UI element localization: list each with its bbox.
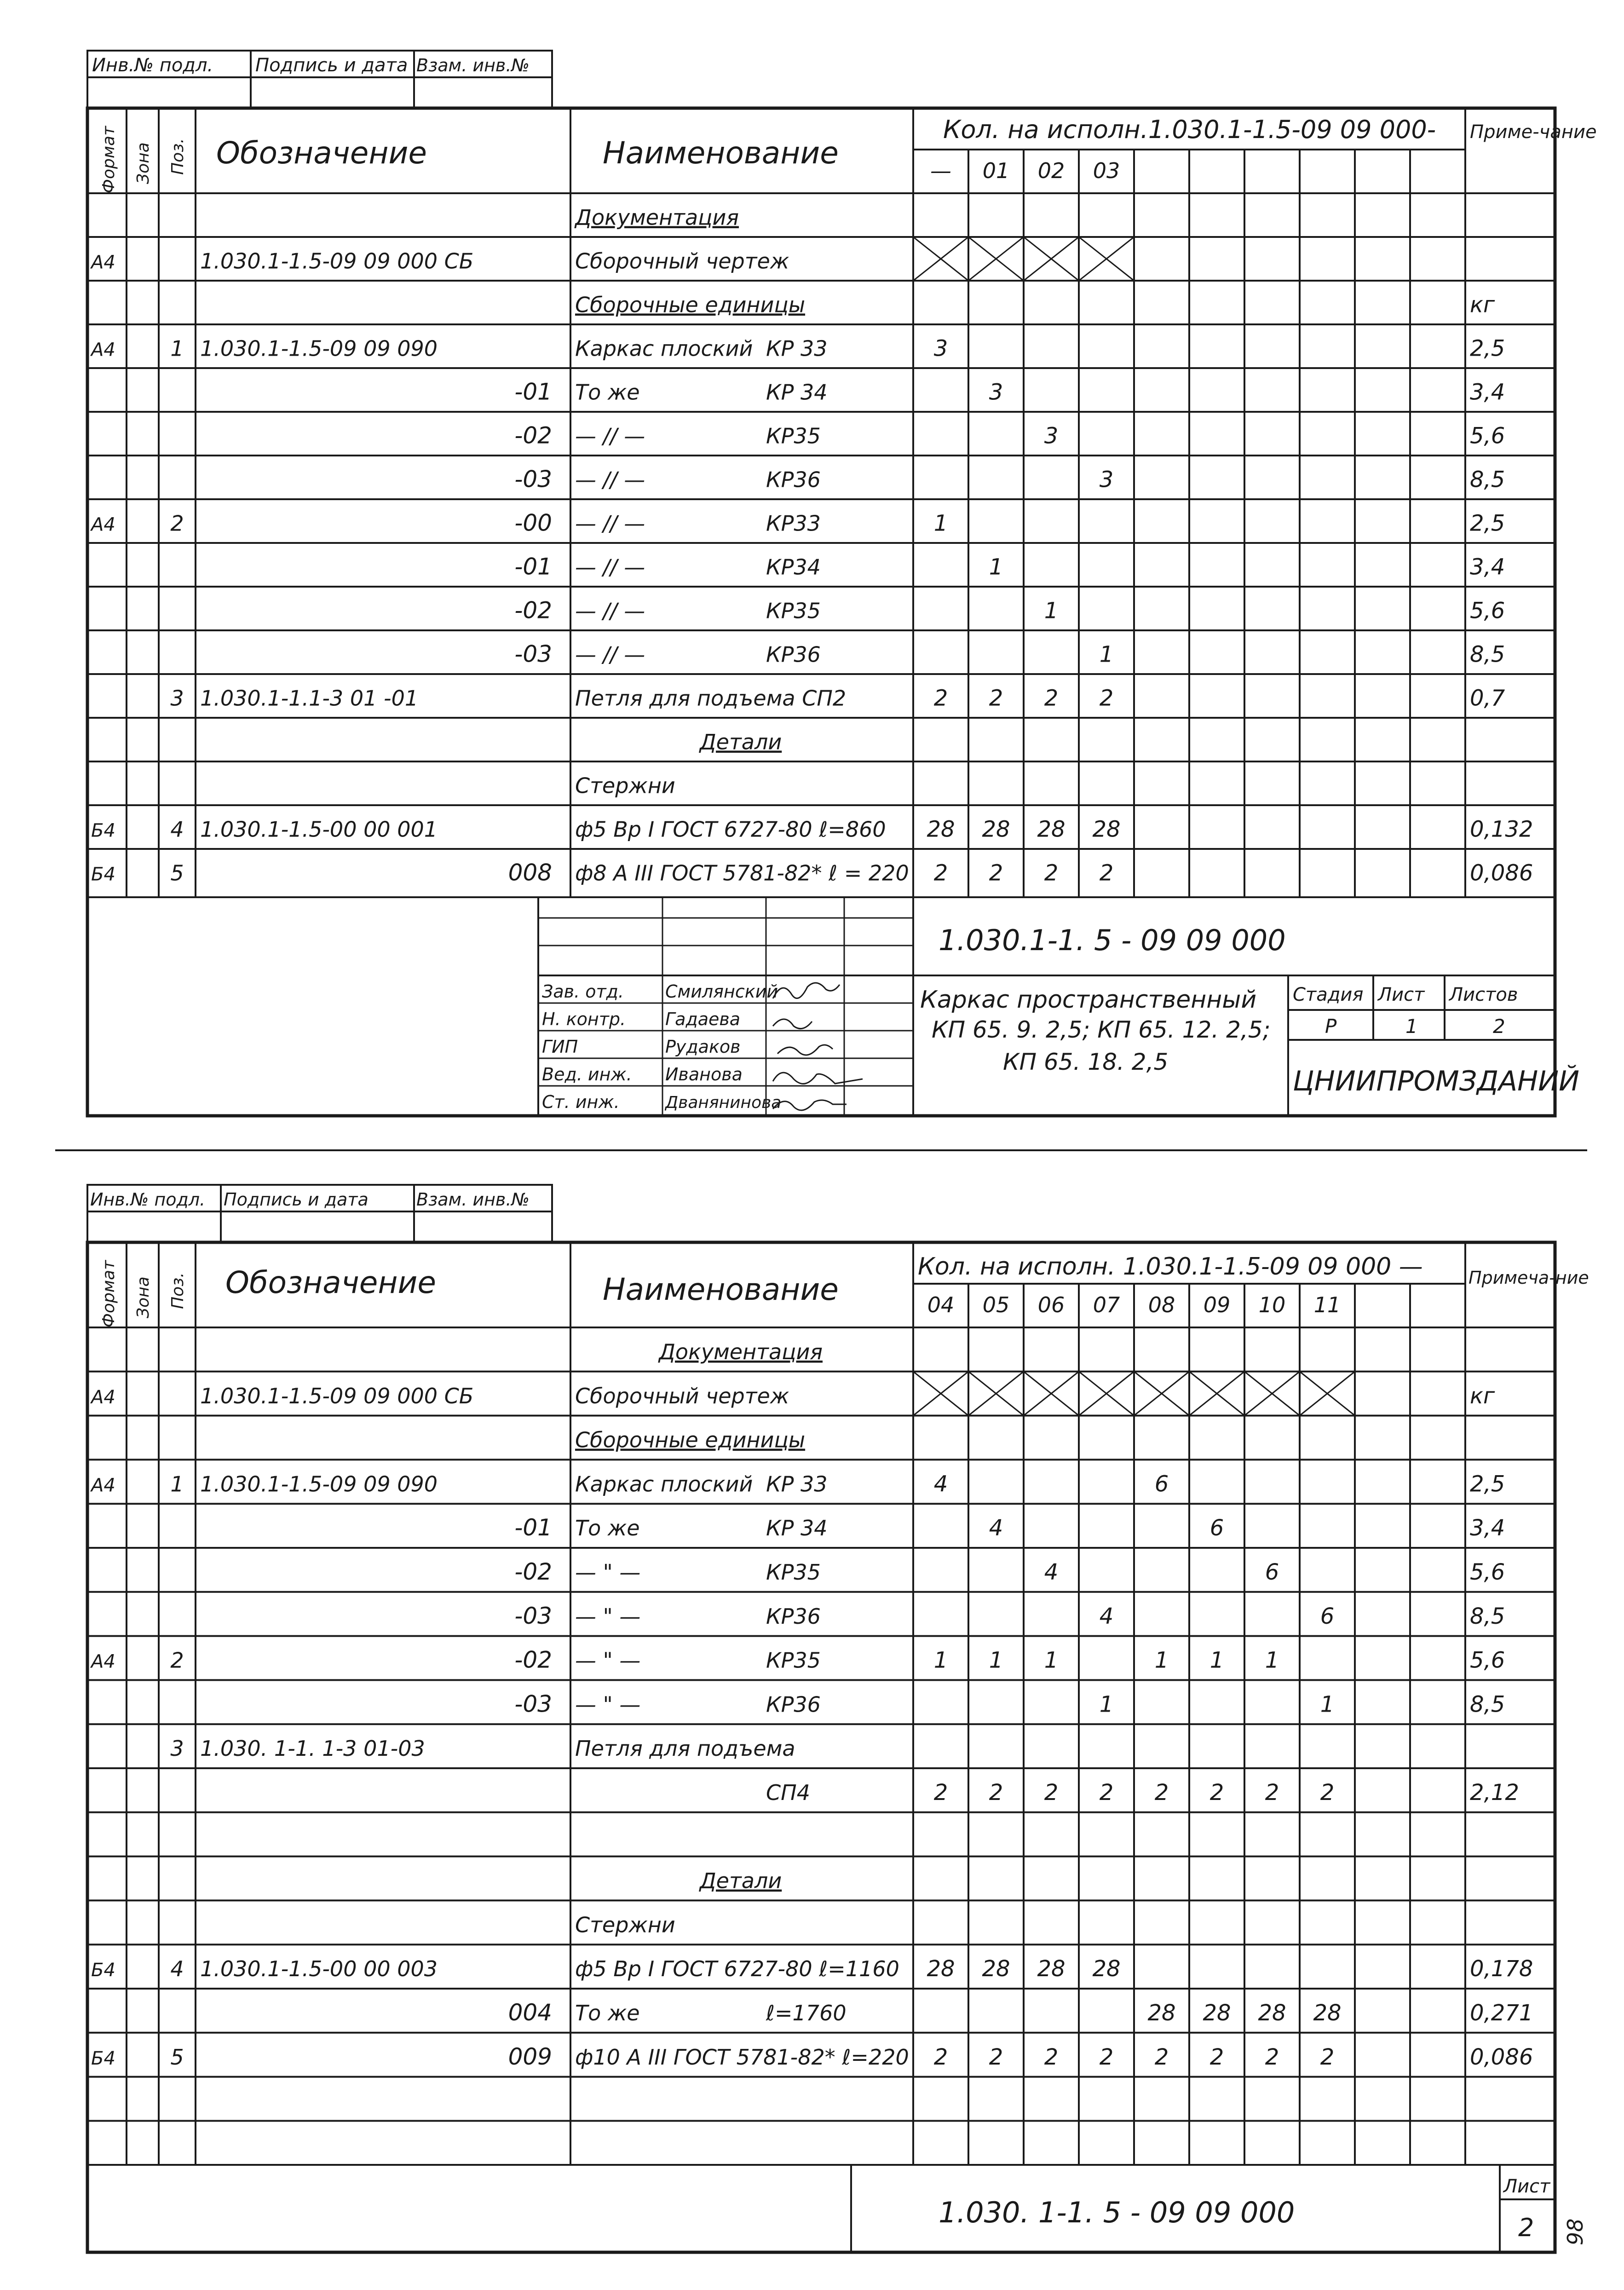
header-pos: Поз. — [168, 138, 187, 175]
cell-format: А4 — [91, 339, 115, 361]
qty-cell-1: 2 — [989, 860, 1003, 886]
not-applicable-cross — [968, 237, 1024, 281]
header-name: Наименование — [603, 135, 839, 171]
qty-cell-3: 28 — [1092, 1956, 1121, 1982]
name-3: Рудаков — [665, 1037, 741, 1057]
cell-designation: -01 — [514, 1514, 552, 1541]
cell-name: Петля для подъема СП2 — [575, 686, 847, 711]
cell-designation: 004 — [508, 1999, 552, 2026]
qty-cell-0: 2 — [933, 685, 948, 711]
cell-position: 3 — [170, 1736, 184, 1761]
cell-designation: -03 — [514, 466, 552, 493]
table-row — [87, 1372, 1555, 1416]
cell-name: ф5 Вр I ГОСТ 6727-80 ℓ=1160 — [575, 1956, 899, 1982]
cell-designation: -03 — [514, 1690, 552, 1718]
cell-name: То же — [575, 380, 640, 405]
not-applicable-cross — [1300, 1372, 1355, 1416]
cell-designation: -01 — [514, 378, 552, 405]
cell-designation: 1.030.1-1.5-09 09 000 СБ — [200, 1383, 474, 1408]
cell-mark: КР35 — [766, 423, 821, 449]
sheet1-title-block — [538, 897, 1579, 1116]
qty-cell-3: 4 — [1099, 1603, 1114, 1629]
qty-cell-3: 1 — [1099, 1691, 1114, 1718]
table-row — [87, 2033, 1555, 2070]
not-applicable-cross — [968, 1372, 1024, 1416]
not-applicable-cross — [1024, 237, 1079, 281]
cell-designation: 1.030. 1-1. 1-3 01-03 — [200, 1736, 425, 1761]
header-qty-title: Кол. на исполн.1.030.1-1.5-09 09 000- — [943, 115, 1436, 144]
table-row — [574, 205, 739, 230]
qty-cell-1: 28 — [982, 816, 1010, 842]
stamp2-inv-label: Инв.№ подл. — [90, 1189, 206, 1210]
cell-position: 4 — [170, 817, 184, 842]
top-stamp-2 — [87, 1185, 552, 1242]
table-row — [87, 1416, 1555, 1453]
table-row — [87, 456, 1555, 492]
qty-cell-3: 1 — [1099, 641, 1114, 668]
qty-col-2: 02 — [1037, 158, 1065, 183]
cell-mark: КР33 — [766, 511, 821, 536]
table-row — [87, 237, 1555, 281]
table-row — [87, 718, 1555, 754]
stamp-replace-label: Взам. инв.№ — [416, 55, 530, 75]
cell-mark: КР36 — [766, 642, 821, 667]
header-designation: Обозначение — [216, 135, 427, 171]
specification-sheet-1 — [87, 51, 1597, 1116]
stage-label: Стадия — [1293, 984, 1364, 1005]
not-applicable-cross — [1079, 237, 1134, 281]
qty-cell-3: 2 — [1099, 860, 1114, 886]
cell-note: 2,5 — [1470, 335, 1505, 362]
cell-name: Каркас плоский — [575, 1471, 753, 1497]
table-row — [87, 412, 1555, 449]
qty-cell-1: 4 — [989, 1515, 1003, 1541]
not-applicable-cross — [1189, 1372, 1244, 1416]
cell-note: 2,12 — [1470, 1779, 1519, 1805]
cell-name: Детали — [699, 1868, 782, 1893]
cell-name: То же — [575, 1516, 640, 1541]
not-applicable-cross — [1134, 1372, 1189, 1416]
header2-pos: Поз. — [168, 1272, 187, 1309]
cell-position: 1 — [170, 1471, 184, 1497]
table-row — [87, 1548, 1555, 1585]
qty-cell-6: 2 — [1265, 2044, 1279, 2070]
cell-note: 0,178 — [1470, 1956, 1533, 1982]
qty-cell-4: 2 — [1154, 2044, 1169, 2070]
qty-cell-0: 28 — [927, 1956, 955, 1982]
cell-designation: 009 — [508, 2043, 552, 2070]
qty-cell-4: 28 — [1147, 2000, 1176, 2026]
table-row — [87, 543, 1555, 580]
cell-position: 3 — [170, 686, 184, 711]
qty-cell-0: 1 — [933, 510, 948, 536]
header-format: Формат — [99, 126, 118, 193]
qty-cell-2: 3 — [1044, 423, 1059, 449]
qty-cell-2: 28 — [1037, 816, 1065, 842]
cell-position: 2 — [170, 511, 184, 536]
cell-note: 2,5 — [1470, 1471, 1505, 1497]
qty-cell-0: 1 — [933, 1647, 948, 1673]
cell-format: А4 — [91, 1475, 115, 1496]
cell-note: 8,5 — [1470, 1603, 1505, 1629]
qty-cell-2: 4 — [1044, 1559, 1059, 1585]
name-2: Гадаева — [665, 1009, 741, 1029]
cell-position: 5 — [170, 2044, 184, 2070]
doc-number: 1.030.1-1. 5 - 09 09 000 — [939, 923, 1286, 957]
role-4: Вед. инж. — [542, 1064, 632, 1084]
qty-col-5: 09 — [1203, 1292, 1231, 1317]
qty-cell-7: 28 — [1313, 2000, 1342, 2026]
cell-name: — " — — [575, 1559, 641, 1585]
cell-mark: КР35 — [766, 1559, 821, 1585]
qty-cell-3: 2 — [1099, 685, 1114, 711]
cell-name: — // — — [575, 467, 645, 492]
cell-designation: 008 — [508, 859, 552, 886]
title-line-2: КП 65. 9. 2,5; КП 65. 12. 2,5; — [932, 1016, 1271, 1043]
sheet-label: Лист — [1378, 984, 1425, 1005]
name-4: Иванова — [665, 1064, 743, 1084]
cell-note: 2,5 — [1470, 510, 1505, 536]
table-row — [87, 324, 1555, 361]
header2-note: Примеча-ние — [1469, 1268, 1589, 1288]
qty-col-6: 10 — [1258, 1292, 1286, 1317]
qty-cell-3: 2 — [1099, 1779, 1114, 1805]
qty-cell-3: 2 — [1099, 2044, 1114, 2070]
not-applicable-cross — [1079, 1372, 1134, 1416]
sheet1-rows — [87, 205, 1555, 886]
qty-cell-3: 28 — [1092, 816, 1121, 842]
stamp-sign-label: Подпись и дата — [255, 55, 408, 76]
cell-mark: КР36 — [766, 1692, 821, 1717]
cell-note: 8,5 — [1470, 1691, 1505, 1718]
header2-format: Формат — [99, 1260, 118, 1327]
table-row — [87, 674, 1555, 711]
organization: ЦНИИПРОМЗДАНИЙ — [1293, 1065, 1580, 1097]
table-row — [87, 1680, 1555, 1717]
cell-designation: 1.030.1-1.5-00 00 001 — [200, 817, 438, 842]
cell-designation: -02 — [514, 1558, 552, 1585]
qty-cell-3: 3 — [1099, 467, 1114, 493]
cell-note: 0,271 — [1470, 2000, 1533, 2026]
qty-col-3: 07 — [1093, 1292, 1120, 1317]
sheet2-rows — [87, 1339, 1555, 2121]
table-row — [87, 761, 1555, 798]
cell-name: — " — — [575, 1604, 641, 1629]
table-row — [87, 499, 1555, 536]
qty-cell-0: 2 — [933, 1779, 948, 1805]
role-5: Ст. инж. — [542, 1092, 620, 1112]
qty-col-7: 11 — [1313, 1292, 1341, 1317]
qty-cell-2: 28 — [1037, 1956, 1065, 1982]
cell-designation: 1.030.1-1.5-09 09 000 СБ — [200, 248, 474, 274]
qty-cell-0: 4 — [933, 1471, 948, 1497]
cell-mark: СП4 — [766, 1780, 810, 1805]
table-row — [87, 1592, 1555, 1629]
cell-position: 5 — [170, 860, 184, 886]
cell-name: Сборочные единицы — [575, 292, 806, 317]
role-1: Зав. отд. — [542, 981, 624, 1002]
qty-cell-2: 2 — [1044, 2044, 1059, 2070]
cell-note: кг — [1470, 292, 1495, 318]
cell-mark: КР34 — [766, 554, 821, 580]
qty-col-1: 01 — [982, 158, 1010, 183]
cell-position: 2 — [170, 1648, 184, 1673]
sheet1-header — [99, 115, 1597, 193]
margin-page-mark: 98 — [1563, 2218, 1588, 2245]
cell-designation: -03 — [514, 1602, 552, 1629]
cell-name: — " — — [575, 1648, 641, 1673]
cell-note: 3,4 — [1470, 1515, 1505, 1541]
stage-value: Р — [1325, 1015, 1337, 1038]
cell-designation: 1.030.1-1.5-09 09 090 — [200, 1471, 438, 1497]
cell-note: 3,4 — [1470, 379, 1505, 405]
footer-doc-number: 1.030. 1-1. 5 - 09 09 000 — [939, 2196, 1295, 2229]
qty-cell-6: 6 — [1265, 1559, 1279, 1585]
cell-format: А4 — [91, 252, 115, 273]
cell-name: Стержни — [575, 773, 675, 798]
cell-note: 8,5 — [1470, 467, 1505, 493]
cell-mark: КР36 — [766, 467, 821, 492]
cell-format: А4 — [91, 1386, 115, 1408]
qty-cell-2: 2 — [1044, 685, 1059, 711]
header2-name: Наименование — [603, 1272, 839, 1307]
cell-designation: 1.030.1-1.1-3 01 -01 — [200, 686, 419, 711]
cell-mark: КР 33 — [766, 336, 828, 361]
qty-col-3: 03 — [1093, 158, 1120, 183]
cell-name: Каркас плоский — [575, 336, 753, 361]
qty-cell-6: 2 — [1265, 1779, 1279, 1805]
qty-cell-1: 28 — [982, 1956, 1010, 1982]
cell-position: 4 — [170, 1956, 184, 1982]
cell-note: 5,6 — [1470, 423, 1505, 449]
cell-designation: -02 — [514, 597, 552, 624]
qty-cell-5: 6 — [1209, 1515, 1224, 1541]
cell-mark: КР 33 — [766, 1471, 828, 1497]
table-row — [87, 281, 1555, 317]
stamp2-replace-label: Взам. инв.№ — [416, 1189, 530, 1210]
qty-cell-0: 2 — [933, 860, 948, 886]
cell-designation: -02 — [514, 422, 552, 449]
qty-cell-0: 2 — [933, 2044, 948, 2070]
table-row — [87, 1504, 1555, 1541]
cell-designation: -01 — [514, 553, 552, 580]
table-row — [87, 368, 1555, 405]
cell-note: 3,4 — [1470, 554, 1505, 580]
role-2: Н. контр. — [542, 1009, 626, 1029]
cell-note: 5,6 — [1470, 1559, 1505, 1585]
qty-cell-5: 28 — [1203, 2000, 1231, 2026]
cell-format: А4 — [91, 1651, 115, 1673]
role-3: ГИП — [542, 1037, 578, 1057]
qty-col-2: 06 — [1037, 1292, 1065, 1317]
cell-name: ф5 Вр I ГОСТ 6727-80 ℓ=860 — [575, 817, 886, 842]
header2-designation: Обозначение — [225, 1265, 436, 1300]
title-line-3: КП 65. 18. 2,5 — [1003, 1049, 1169, 1075]
cell-name: То же — [575, 2000, 640, 2025]
cell-mark: КР35 — [766, 598, 821, 623]
qty-cell-6: 1 — [1265, 1647, 1279, 1673]
stamp-inv-label: Инв.№ подл. — [92, 55, 213, 76]
table-row — [87, 1724, 1555, 1761]
cell-name: Петля для подъема — [575, 1736, 795, 1761]
sheet2-grid — [87, 1242, 1555, 2165]
sheets-value: 2 — [1493, 1015, 1505, 1038]
qty-cell-1: 2 — [989, 685, 1003, 711]
cell-name: Сборочный чертеж — [575, 1383, 789, 1408]
qty-col-0: 04 — [927, 1292, 955, 1317]
qty-cell-2: 1 — [1044, 1647, 1059, 1673]
qty-cell-0: 28 — [927, 816, 955, 842]
qty-cell-4: 2 — [1154, 1779, 1169, 1805]
cell-designation: 1.030.1-1.5-00 00 003 — [200, 1956, 438, 1982]
table-row — [87, 1989, 1555, 2026]
qty-col-0: — — [930, 158, 951, 183]
not-applicable-cross — [1244, 1372, 1300, 1416]
title-line-1: Каркас пространственный — [920, 986, 1257, 1014]
qty-cell-7: 2 — [1320, 1779, 1335, 1805]
qty-cell-7: 1 — [1320, 1691, 1335, 1718]
qty-cell-2: 2 — [1044, 860, 1059, 886]
qty-cell-4: 1 — [1154, 1647, 1169, 1673]
cell-name: — // — — [575, 642, 645, 667]
cell-name: — // — — [575, 511, 645, 536]
cell-designation: -00 — [514, 509, 552, 536]
cell-name: — // — — [575, 554, 645, 580]
sheet2-footer — [851, 2165, 1588, 2252]
not-applicable-cross — [913, 1372, 968, 1416]
qty-cell-0: 3 — [933, 335, 948, 362]
header2-zone: Зона — [134, 1276, 153, 1318]
not-applicable-cross — [1024, 1372, 1079, 1416]
qty-cell-5: 2 — [1209, 1779, 1224, 1805]
cell-format: А4 — [91, 514, 115, 536]
qty-cell-6: 28 — [1258, 2000, 1286, 2026]
qty-cell-1: 1 — [989, 554, 1003, 580]
table-row — [87, 805, 1555, 842]
sheet1-qty-columns — [930, 158, 1120, 183]
cell-format: Б4 — [91, 1960, 115, 1981]
cell-name: Документация — [575, 205, 739, 230]
cell-note: 5,6 — [1470, 598, 1505, 624]
table-row — [87, 1768, 1555, 1805]
qty-cell-5: 1 — [1209, 1647, 1224, 1673]
qty-cell-5: 2 — [1209, 2044, 1224, 2070]
cell-note: 0,086 — [1470, 860, 1533, 886]
cell-name: ф8 А III ГОСТ 5781-82* ℓ = 220 — [575, 860, 909, 886]
cell-name: Стержни — [575, 1912, 675, 1938]
cell-format: Б4 — [91, 820, 115, 842]
cell-format: Б4 — [91, 2048, 115, 2069]
header-zone: Зона — [134, 142, 153, 184]
qty-cell-7: 6 — [1320, 1603, 1335, 1629]
table-row — [87, 1857, 1555, 1893]
cell-note: 5,6 — [1470, 1647, 1505, 1673]
table-row — [87, 630, 1555, 667]
signatures — [773, 983, 863, 1110]
qty-cell-7: 2 — [1320, 2044, 1335, 2070]
table-row — [87, 1944, 1555, 1982]
not-applicable-cross — [913, 237, 968, 281]
footer-sheet-value: 2 — [1518, 2213, 1534, 2242]
cell-designation: 1.030.1-1.5-09 09 090 — [200, 336, 438, 361]
cell-note: 0,7 — [1470, 685, 1505, 711]
cell-mark: КР 34 — [766, 380, 828, 405]
table-row — [658, 1339, 823, 1364]
qty-cell-2: 1 — [1044, 598, 1059, 624]
qty-col-4: 08 — [1148, 1292, 1175, 1317]
qty-cell-1: 1 — [989, 1647, 1003, 1673]
name-5: Дванянинова — [665, 1093, 782, 1112]
top-stamp — [87, 51, 552, 108]
cell-name: ф10 А III ГОСТ 5781-82* ℓ=220 — [575, 2044, 909, 2070]
cell-mark: КР36 — [766, 1604, 821, 1629]
sheet-value: 1 — [1405, 1015, 1418, 1038]
cell-position: 1 — [170, 336, 184, 361]
cell-note: кг — [1470, 1383, 1495, 1409]
qty-cell-1: 2 — [989, 1779, 1003, 1805]
footer-sheet-label: Лист — [1503, 2176, 1550, 2197]
name-1: Смилянский — [665, 981, 778, 1002]
cell-designation: -03 — [514, 640, 552, 668]
cell-name: Детали — [699, 729, 782, 755]
cell-format: Б4 — [91, 864, 115, 885]
table-row — [87, 1636, 1555, 1673]
cell-mark: КР 34 — [766, 1516, 828, 1541]
qty-col-1: 05 — [982, 1292, 1010, 1317]
cell-note: 8,5 — [1470, 641, 1505, 668]
header-note: Приме-чание — [1470, 121, 1597, 143]
sheet2-header — [99, 1253, 1589, 1327]
cell-name: — " — — [575, 1692, 641, 1717]
cell-name: Сборочные единицы — [575, 1427, 806, 1453]
sheets-label: Листов — [1449, 984, 1518, 1005]
header2-qty-title: Кол. на исполн. 1.030.1-1.5-09 09 000 — — [918, 1253, 1423, 1281]
qty-cell-1: 3 — [989, 379, 1003, 405]
specification-sheet-2 — [87, 1185, 1589, 2252]
qty-cell-1: 2 — [989, 2044, 1003, 2070]
cell-mark: ℓ=1760 — [766, 2000, 847, 2025]
stamp2-sign-label: Подпись и дата — [224, 1189, 369, 1210]
cell-mark: КР35 — [766, 1648, 821, 1673]
cell-name: — // — — [575, 423, 645, 449]
cell-name: Сборочный чертеж — [575, 248, 789, 274]
cell-note: 0,086 — [1470, 2044, 1533, 2070]
table-row — [87, 587, 1555, 623]
table-row — [87, 1459, 1555, 1497]
cell-designation: -02 — [514, 1646, 552, 1673]
cell-name: — // — — [575, 598, 645, 623]
cell-name: Документация — [658, 1339, 823, 1364]
qty-cell-2: 2 — [1044, 1779, 1059, 1805]
qty-cell-4: 6 — [1154, 1471, 1169, 1497]
cell-note: 0,132 — [1470, 816, 1533, 842]
table-row — [87, 849, 1555, 886]
table-row — [87, 1900, 1555, 1937]
